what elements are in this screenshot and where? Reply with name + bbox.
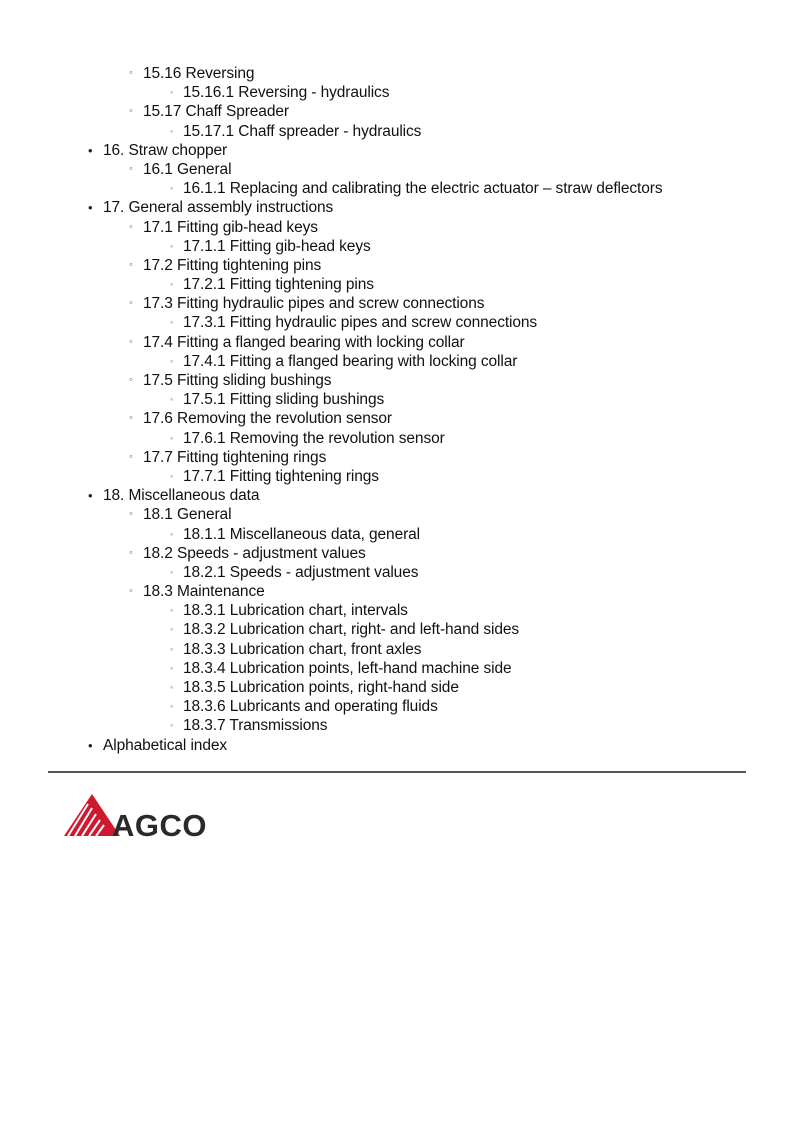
toc-entry[interactable] [0, 256, 794, 275]
bullet-icon: ◦ [170, 701, 174, 712]
toc-entry-text: 18.3.7 Transmissions [183, 717, 328, 735]
toc-entry[interactable] [0, 390, 794, 409]
bullet-icon: ◦ [129, 162, 133, 175]
toc-entry[interactable] [0, 294, 794, 313]
toc-entry[interactable] [0, 736, 794, 755]
toc-entry[interactable] [0, 659, 794, 678]
toc-entry-text: 17.7.1 Fitting tightening rings [183, 467, 379, 485]
toc-entry[interactable] [0, 525, 794, 544]
toc-entry[interactable] [0, 160, 794, 179]
toc-entry-text: 16.1 General [143, 160, 232, 178]
toc-entry-text: 16.1.1 Replacing and calibrating the electric actuator – straw deflectors [183, 180, 663, 198]
bullet-icon: ◦ [170, 624, 174, 635]
toc-entry[interactable] [0, 371, 794, 390]
bullet-icon: • [88, 488, 93, 504]
toc-entry[interactable] [0, 333, 794, 352]
bullet-icon: ◦ [129, 585, 133, 598]
toc-entry-text: 17.4 Fitting a flanged bearing with locking collar [143, 333, 465, 351]
toc-entry[interactable] [0, 448, 794, 467]
toc-entry-text: 18.3.5 Lubrication points, right-hand side [183, 679, 459, 696]
toc-entry-text: Alphabetical index [103, 736, 228, 754]
toc-entry-text: 17.5.1 Fitting sliding bushings [183, 391, 385, 409]
toc-entry-text: 18.1 General [143, 506, 232, 524]
toc-entry-text: 18.2 Speeds - adjustment values [143, 544, 366, 562]
toc-entry-text: 17.2 Fitting tightening pins [143, 256, 322, 274]
toc-entry[interactable] [0, 313, 794, 332]
toc-entry[interactable] [0, 102, 794, 121]
bullet-icon: ◦ [129, 258, 133, 271]
toc-entry-text: 18.2.1 Speeds - adjustment values [183, 563, 419, 581]
toc-entry[interactable] [0, 409, 794, 428]
toc-entry[interactable] [0, 122, 794, 141]
bullet-icon: ◦ [170, 125, 174, 136]
toc-entry[interactable] [0, 467, 794, 486]
agco-logo-icon [62, 792, 234, 840]
toc-entry[interactable] [0, 620, 794, 639]
agco-logo [62, 792, 234, 840]
bullet-icon: ◦ [129, 335, 133, 348]
logo-wordmark: AGCO [112, 808, 207, 840]
toc-entry[interactable] [0, 582, 794, 601]
bullet-icon: ◦ [129, 508, 133, 521]
bullet-icon: ◦ [129, 450, 133, 463]
toc-entry-text: 17.2.1 Fitting tightening pins [183, 276, 374, 294]
bullet-icon: • [88, 142, 93, 158]
toc-entry-text: 17.1 Fitting gib-head keys [143, 218, 318, 236]
toc-entry-text: 16. Straw chopper [103, 141, 228, 159]
toc-entry[interactable] [0, 678, 794, 697]
toc-entry-text: 17. General assembly instructions [103, 199, 334, 217]
toc-entry[interactable] [0, 640, 794, 659]
toc-entry[interactable] [0, 505, 794, 524]
toc-entry-text: 15.17.1 Chaff spreader - hydraulics [183, 122, 422, 140]
toc-entry[interactable] [0, 716, 794, 735]
bullet-icon: ◦ [129, 412, 133, 425]
footer-divider [48, 771, 746, 773]
bullet-icon: ◦ [170, 87, 174, 98]
toc-entry[interactable] [0, 601, 794, 620]
bullet-icon: ◦ [170, 566, 174, 577]
toc-entry-text: 17.1.1 Fitting gib-head keys [183, 237, 371, 255]
bullet-icon: • [88, 200, 93, 216]
toc-entry[interactable] [0, 563, 794, 582]
bullet-icon: ◦ [170, 394, 174, 405]
toc-entry[interactable] [0, 64, 794, 83]
toc-entry-text: 17.6 Removing the revolution sensor [143, 410, 392, 428]
toc-entry[interactable] [0, 429, 794, 448]
toc-entry-text: 18.3.3 Lubrication chart, front axles [183, 640, 422, 658]
toc-entry-text: 18.3.6 Lubricants and operating fluids [183, 698, 438, 716]
bullet-icon: ◦ [170, 183, 174, 194]
bullet-icon: ◦ [129, 546, 133, 559]
table-of-contents [0, 64, 794, 755]
toc-entry-text: 18.3 Maintenance [143, 583, 265, 601]
toc-entry-text: 18.1.1 Miscellaneous data, general [183, 525, 421, 543]
bullet-icon: ◦ [129, 105, 133, 118]
toc-entry[interactable] [0, 352, 794, 371]
bullet-icon: ◦ [129, 297, 133, 310]
toc-entry-text: 18.3.2 Lubrication chart, right- and left-hand sides [183, 621, 520, 639]
toc-entry-text: 17.3.1 Fitting hydraulic pipes and screw connections [183, 314, 538, 332]
bullet-icon: ◦ [129, 374, 133, 386]
bullet-icon: ◦ [170, 720, 174, 731]
toc-entry[interactable] [0, 198, 794, 217]
bullet-icon: ◦ [170, 432, 174, 443]
toc-entry-text: 17.3 Fitting hydraulic pipes and screw connections [143, 295, 485, 313]
toc-entry[interactable] [0, 697, 794, 716]
toc-entry[interactable] [0, 237, 794, 256]
bullet-icon: ◦ [170, 470, 174, 481]
toc-entry-text: 17.4.1 Fitting a flanged bearing with locking collar [183, 352, 518, 370]
toc-entry[interactable] [0, 83, 794, 102]
bullet-icon: ◦ [170, 279, 174, 290]
bullet-icon: ◦ [170, 317, 174, 328]
bullet-icon: • [88, 737, 93, 753]
toc-entry-text: 17.5 Fitting sliding bushings [143, 372, 332, 389]
toc-entry[interactable] [0, 179, 794, 198]
toc-entry-text: 17.7 Fitting tightening rings [143, 448, 327, 466]
toc-entry[interactable] [0, 544, 794, 563]
toc-entry-text: 17.6.1 Removing the revolution sensor [183, 429, 445, 447]
toc-entry-text: 18.3.4 Lubrication points, left-hand machine side [183, 659, 512, 677]
toc-entry-text: 15.16 Reversing [143, 65, 255, 82]
toc-entry[interactable] [0, 275, 794, 294]
toc-entry-text: 18. Miscellaneous data [103, 487, 260, 505]
bullet-icon: ◦ [170, 643, 174, 654]
bullet-icon: ◦ [129, 220, 133, 233]
toc-entry[interactable] [0, 218, 794, 237]
toc-entry-text: 18.3.1 Lubrication chart, intervals [183, 602, 408, 620]
bullet-icon: ◦ [170, 355, 174, 366]
bullet-icon: ◦ [170, 240, 174, 251]
bullet-icon: ◦ [170, 662, 174, 673]
bullet-icon: ◦ [170, 528, 174, 539]
toc-entry-text: 15.16.1 Reversing - hydraulics [183, 84, 390, 102]
bullet-icon: ◦ [170, 682, 174, 692]
toc-entry[interactable] [0, 141, 794, 160]
toc-entry-text: 15.17 Chaff Spreader [143, 103, 289, 121]
bullet-icon: ◦ [170, 605, 174, 616]
toc-entry[interactable] [0, 486, 794, 505]
bullet-icon: ◦ [129, 67, 133, 79]
